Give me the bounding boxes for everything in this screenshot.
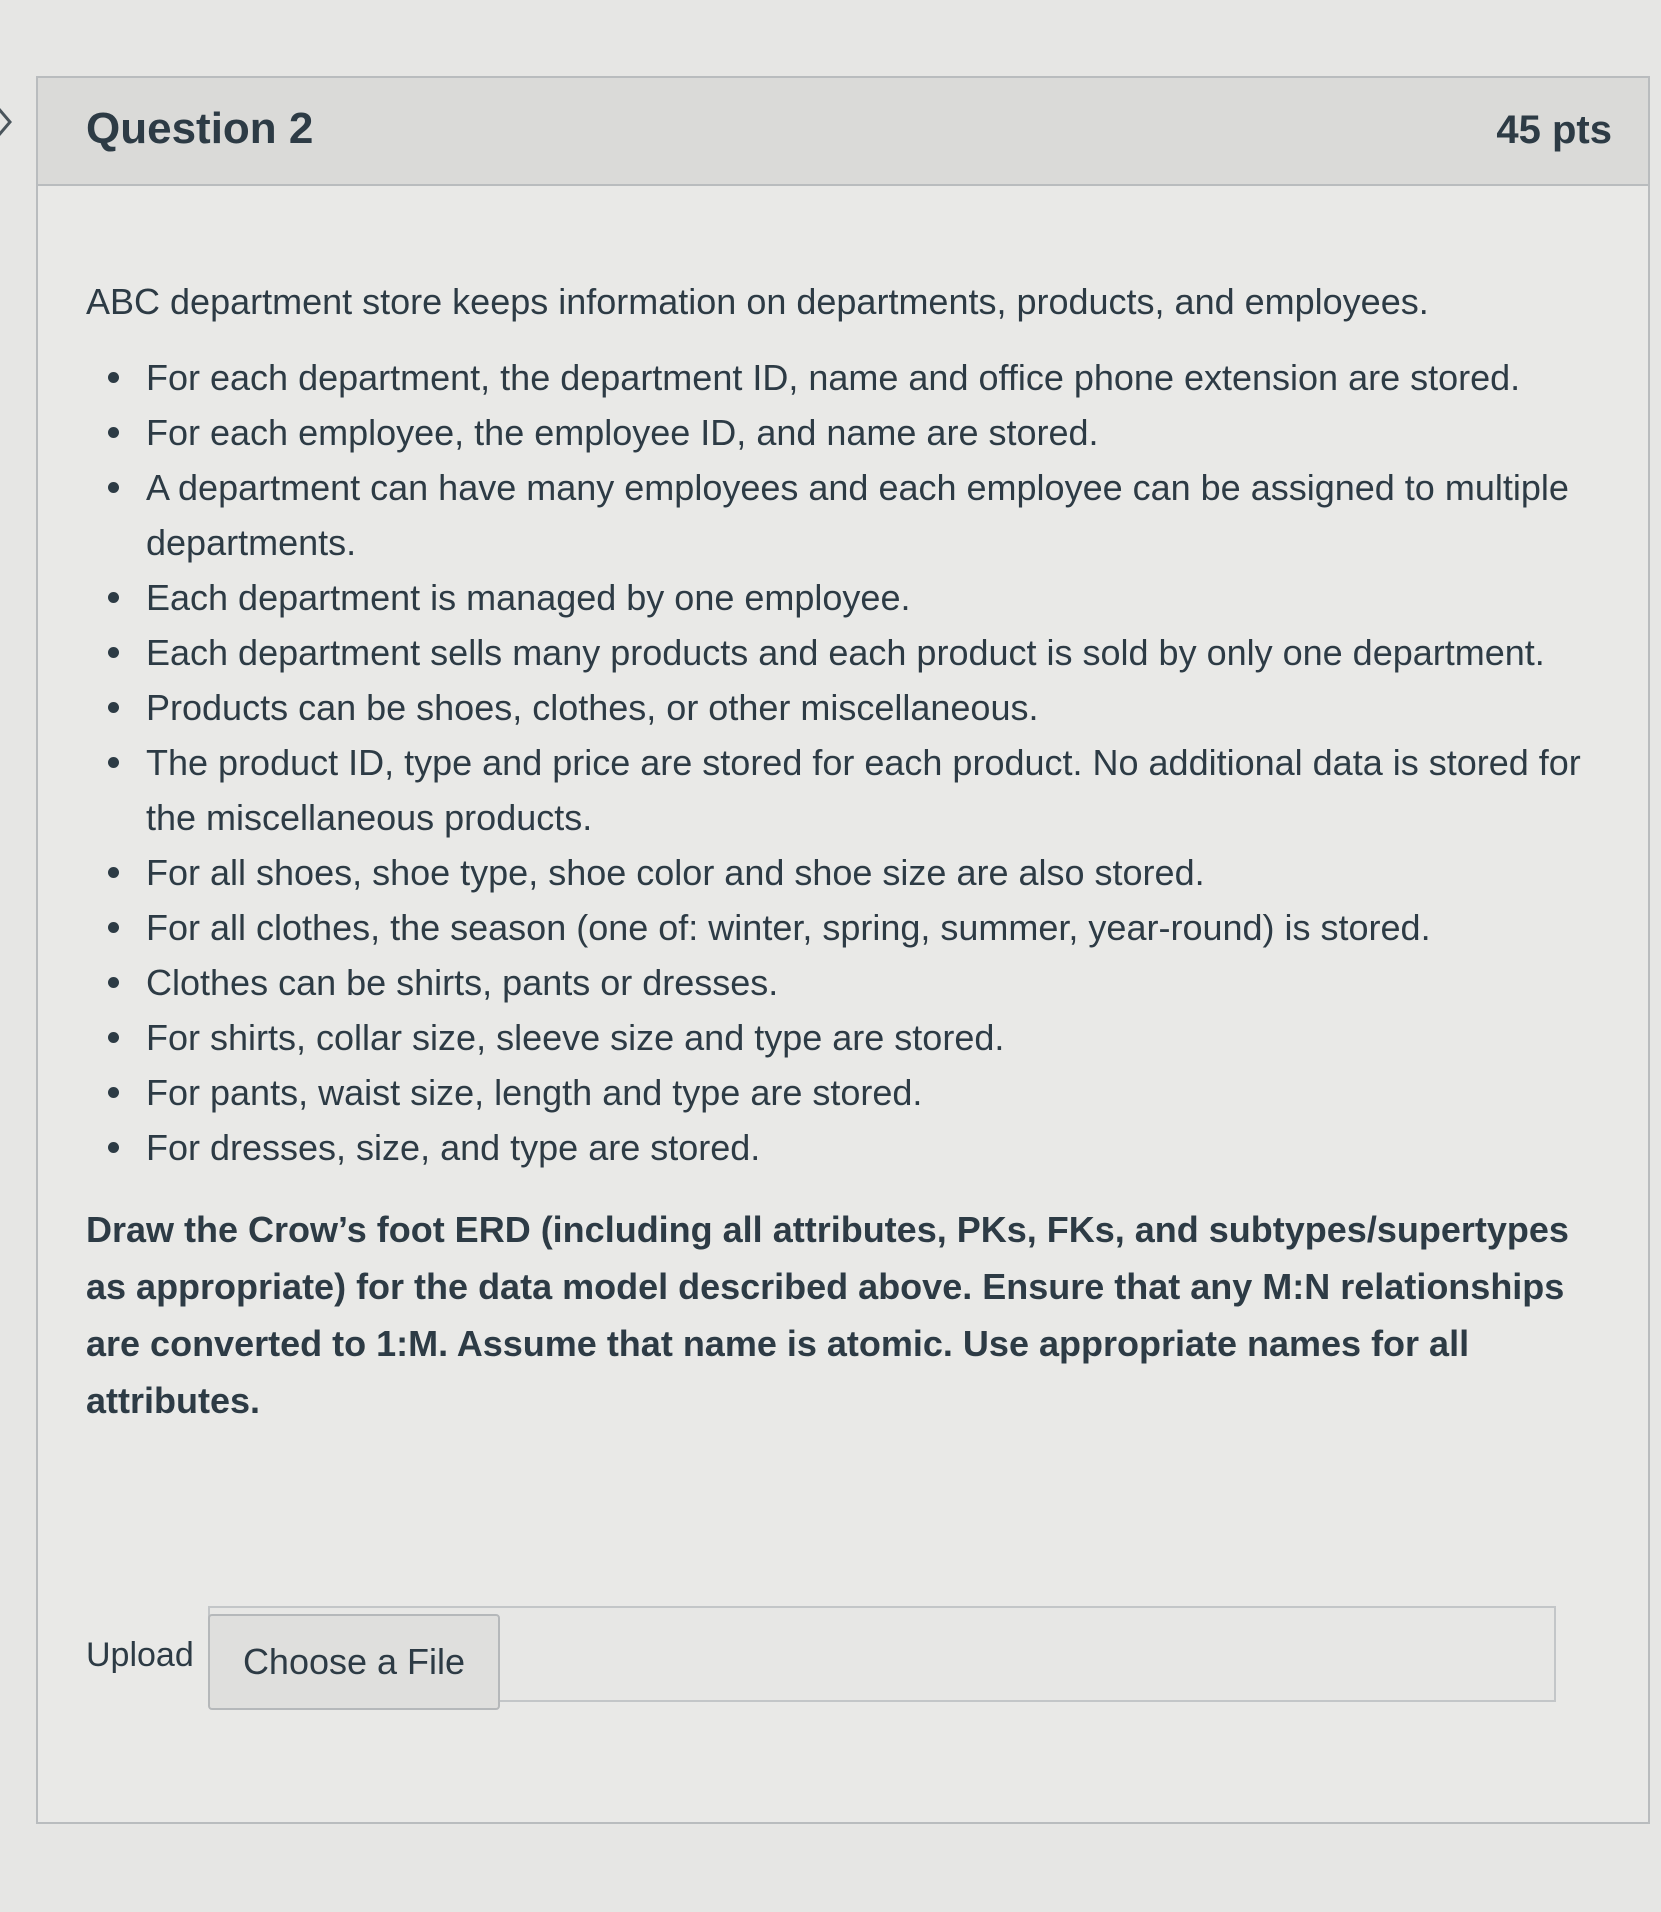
bullet-icon xyxy=(108,702,119,713)
question-instructions: Draw the Crow’s foot ERD (including all attributes, PKs, FKs, and subtypes/supertypes as appropriate) for the data model described above. Ensure that any M:N relationships are converted to 1:M. Assume that name is atomic. Use appropriate names for all attributes. xyxy=(86,1209,1569,1421)
bullet-icon xyxy=(108,977,119,988)
list-item-text: Clothes can be shirts, pants or dresses. xyxy=(146,962,779,1003)
bullet-icon xyxy=(108,1142,119,1153)
list-item xyxy=(98,405,1606,460)
bullet-icon xyxy=(108,647,119,658)
bullet-icon xyxy=(108,757,119,768)
file-upload xyxy=(86,1606,1556,1710)
list-item xyxy=(98,1010,1606,1065)
expand-chevron-icon[interactable] xyxy=(0,104,14,140)
list-item-text: For shirts, collar size, sleeve size and type are stored. xyxy=(146,1017,1005,1058)
choose-file-button[interactable]: Choose a File xyxy=(208,1614,500,1710)
list-item xyxy=(98,845,1606,900)
list-item-text: Each department is managed by one employee. xyxy=(146,577,911,618)
list-item xyxy=(98,1120,1606,1175)
list-item-text: The product ID, type and price are stored for each product. No additional data is stored for the miscellaneous products. xyxy=(146,742,1581,838)
list-item-text: For dresses, size, and type are stored. xyxy=(146,1127,761,1168)
list-item xyxy=(98,350,1606,405)
upload-label: Upload xyxy=(86,1636,194,1674)
bullet-icon xyxy=(108,1087,119,1098)
question-card xyxy=(36,76,1650,1824)
bullet-icon xyxy=(108,427,119,438)
bullet-icon xyxy=(108,482,119,493)
bullet-icon xyxy=(108,867,119,878)
list-item xyxy=(98,460,1606,570)
list-item xyxy=(98,735,1606,845)
bullet-icon xyxy=(108,922,119,933)
list-item xyxy=(98,570,1606,625)
bullet-icon xyxy=(108,592,119,603)
list-item xyxy=(98,900,1606,955)
bullet-icon xyxy=(108,372,119,383)
list-item-text: For all clothes, the season (one of: winter, spring, summer, year-round) is stored. xyxy=(146,907,1431,948)
list-item xyxy=(98,625,1606,680)
requirements-list xyxy=(86,350,1606,1175)
question-points: 45 pts xyxy=(1496,108,1612,152)
question-title: Question 2 xyxy=(86,104,314,153)
list-item-text: For pants, waist size, length and type are stored. xyxy=(146,1072,923,1113)
list-item-text: Products can be shoes, clothes, or other miscellaneous. xyxy=(146,687,1039,728)
list-item-text: For each department, the department ID, name and office phone extension are stored. xyxy=(146,357,1521,398)
list-item-text: A department can have many employees and each employee can be assigned to multiple departments. xyxy=(146,467,1569,563)
question-intro: ABC department store keeps information on departments, products, and employees. xyxy=(86,281,1429,322)
list-item-text: Each department sells many products and each product is sold by only one department. xyxy=(146,632,1545,673)
list-item xyxy=(98,680,1606,735)
bullet-icon xyxy=(108,1032,119,1043)
list-item-text: For all shoes, shoe type, shoe color and shoe size are also stored. xyxy=(146,852,1205,893)
list-item xyxy=(98,955,1606,1010)
question-body xyxy=(86,278,1606,1429)
question-header xyxy=(38,78,1648,186)
list-item-text: For each employee, the employee ID, and name are stored. xyxy=(146,412,1099,453)
list-item xyxy=(98,1065,1606,1120)
